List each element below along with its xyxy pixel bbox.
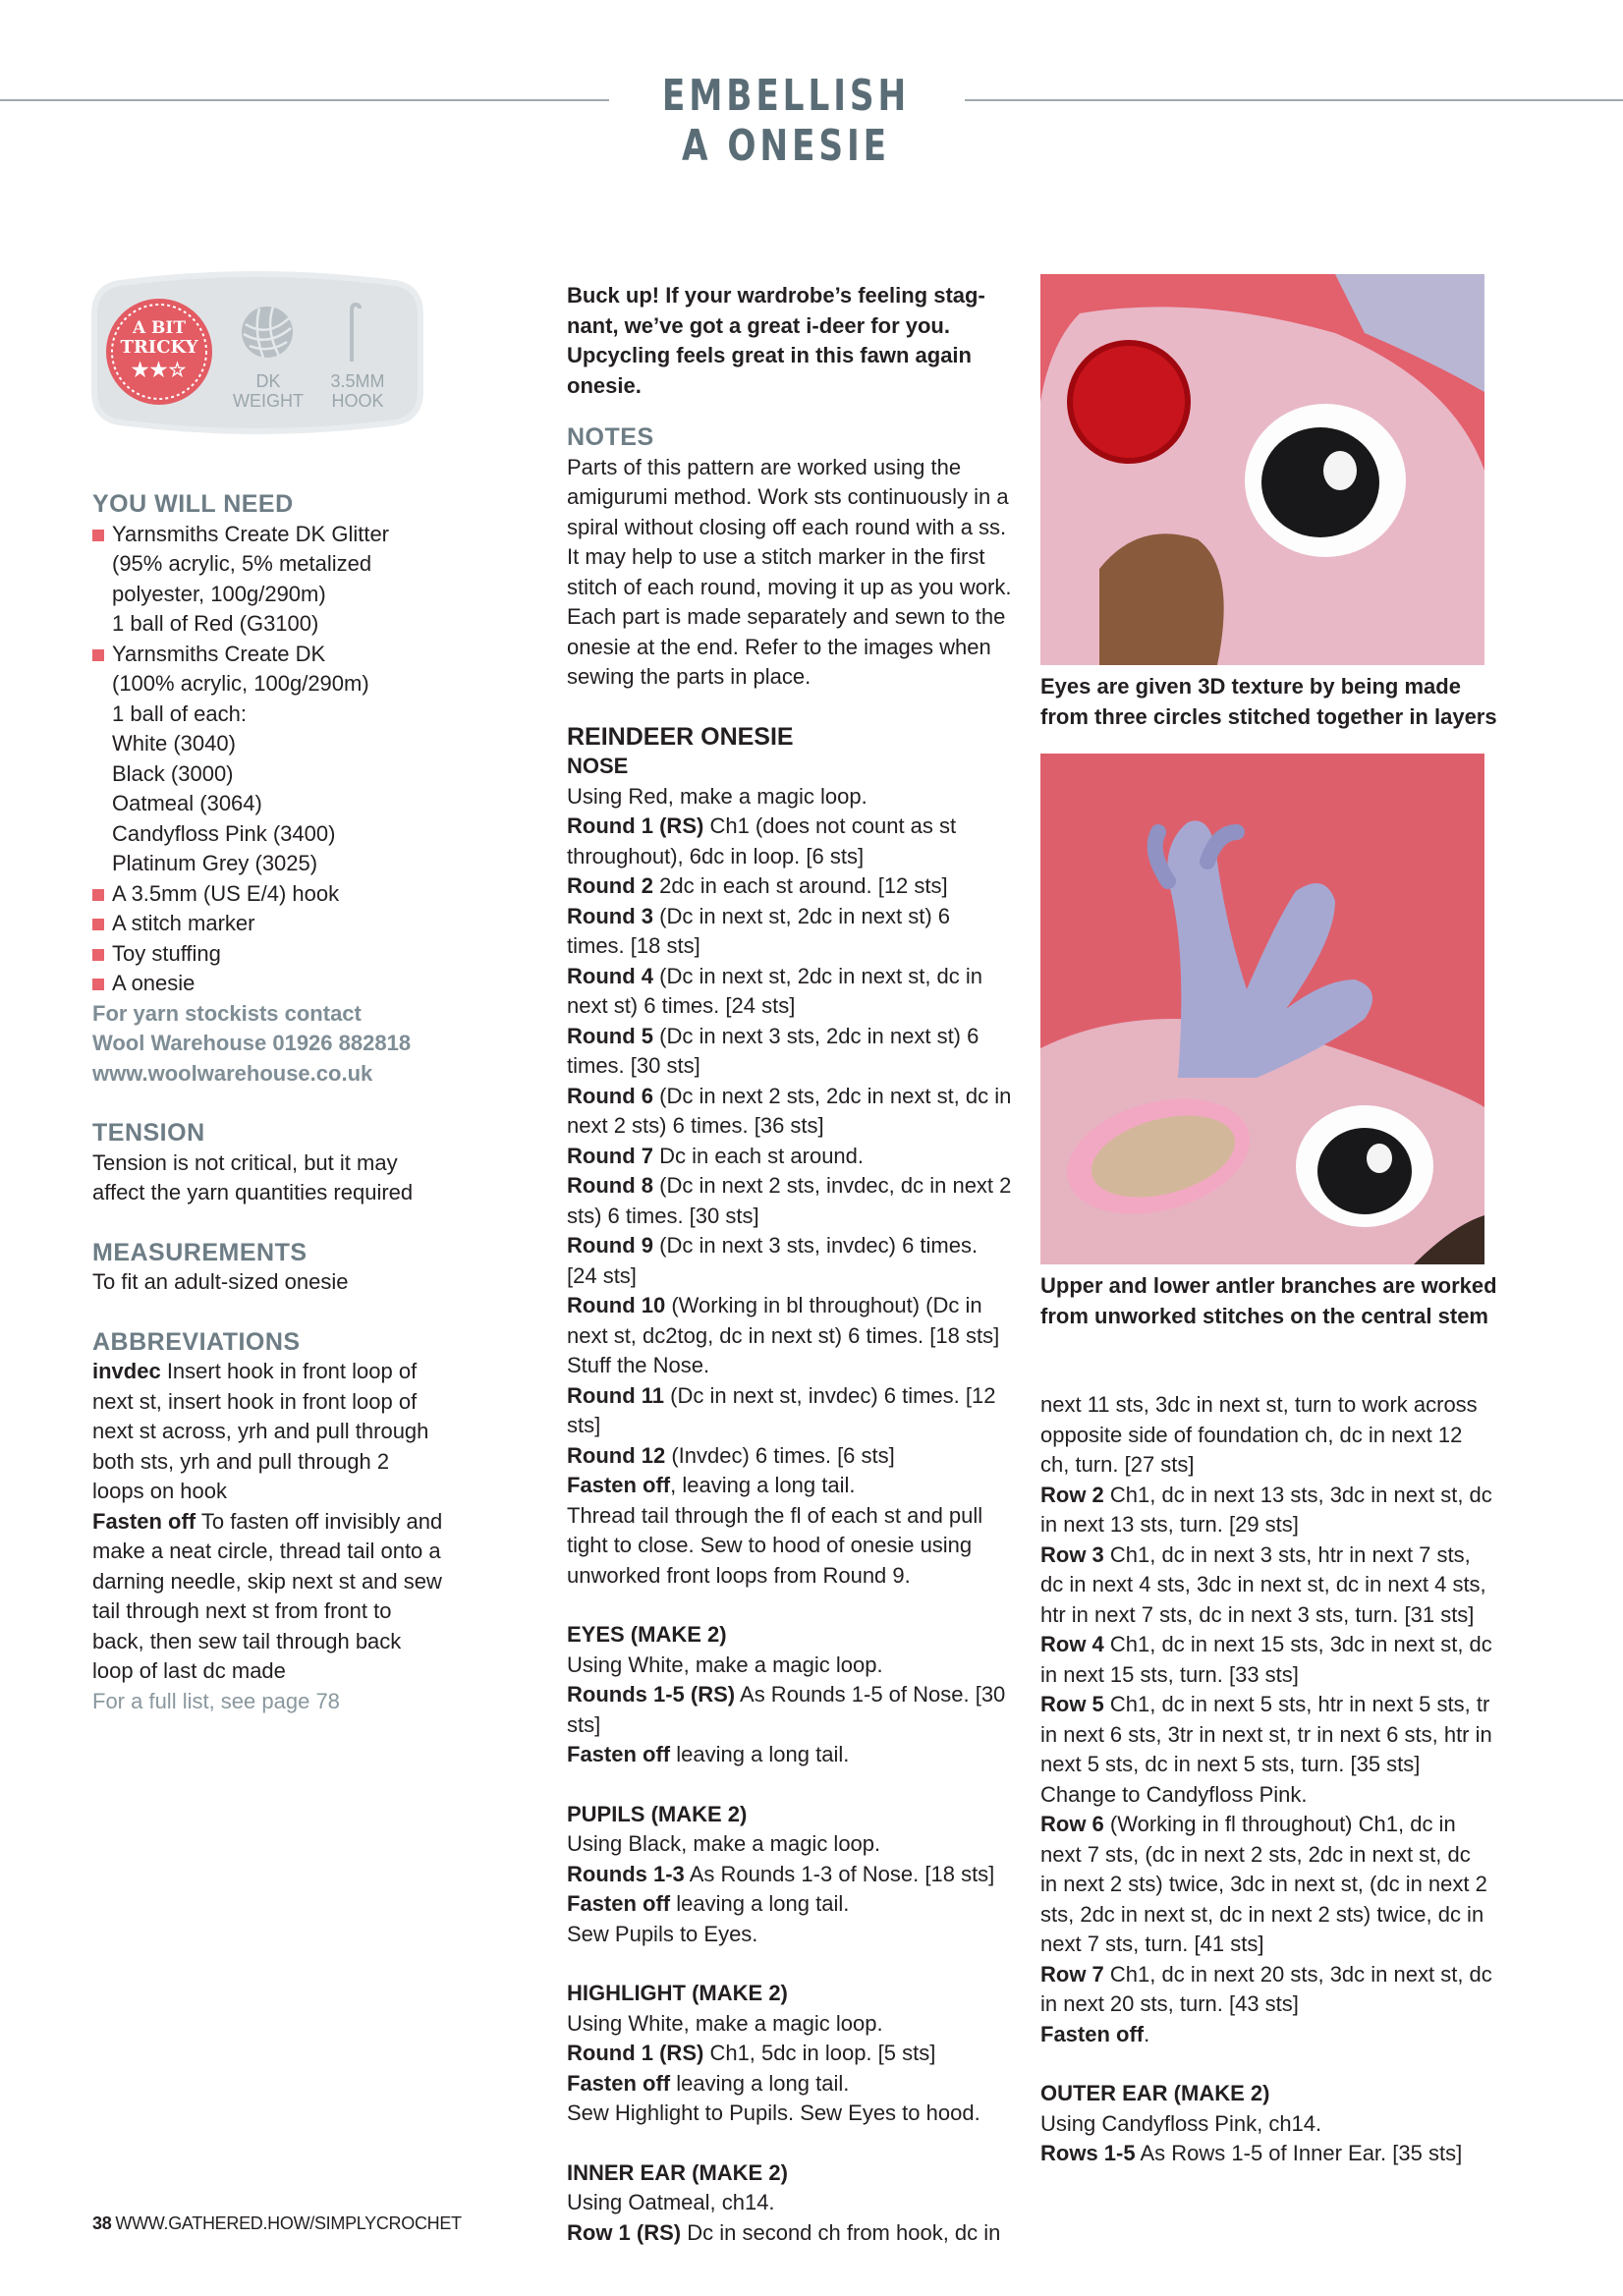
instruction-line: Round 2 2dc in each st around. [12 sts] [567, 873, 948, 898]
page-title: EMBELLISH A ONESIE [661, 71, 911, 171]
list-item: Yarnsmiths Create DK Glitter (95% acrylic, 5% metalized polyester, 100g/290m) 1 ball of Red (G3100) [92, 520, 446, 640]
instruction-line: Row 2 Ch1, dc in next 13 sts, 3dc in next st, dc in next 13 sts, turn. [29 sts] [1040, 1482, 1492, 1537]
instruction-line: Rows 1-5 As Rows 1-5 of Inner Ear. [35 sts] [1040, 2141, 1463, 2165]
instruction-line: Round 1 (RS) Ch1 (does not count as st throughout), 6dc in loop. [6 sts] [567, 813, 957, 868]
instruction-line: Rounds 1-3 As Rounds 1-3 of Nose. [18 sts] [567, 1861, 995, 1886]
instruction-line: Round 5 (Dc in next 3 sts, 2dc in next st) 6 times. [30 sts] [567, 1023, 979, 1078]
difficulty-line2: TRICKY [120, 337, 198, 358]
list-item: A onesie [92, 969, 446, 999]
caption-antlers: Upper and lower antler branches are worked from unworked stitches on the central stem [1040, 1273, 1497, 1328]
intro-text: Buck up! If your wardrobe’s feeling stag-nant, we’ve got a great i-deer for you. Upcycling feels great in this fawn again onesie. [567, 283, 985, 398]
you-will-need-heading: YOU WILL NEED [92, 490, 294, 518]
instruction-line: Using Black, make a magic loop. [567, 1831, 881, 1856]
instruction-line: Thread tail through the fl of each st and pull tight to close. Sew to hood of onesie using unworked front loops from Round 9. [567, 1502, 983, 1588]
instruction-line: Fasten off. [1040, 2021, 1150, 2046]
nose-heading: NOSE [567, 754, 629, 778]
photo-antlers [1040, 754, 1484, 1264]
list-item: Toy stuffing [92, 939, 446, 970]
instruction-line: Fasten off leaving a long tail. [567, 2070, 850, 2096]
stockist-contact-line1: For yarn stockists contact [92, 1000, 362, 1026]
instruction-line: Round 9 (Dc in next 3 sts, invdec) 6 times. [24 sts] [567, 1233, 979, 1288]
instruction-line: Row 6 (Working in fl throughout) Ch1, dc in next 7 sts, (dc in next 2 sts, 2dc in next st, dc in next 2 sts) twice, 3dc in next st, (dc in next 2 sts, 2dc in next st, dc in next 2 sts) twice, dc in next 7 sts, turn. [41 sts] [1040, 1812, 1487, 1956]
instruction-line: Using Oatmeal, ch14. [567, 2190, 775, 2214]
nose-instructions [567, 782, 1013, 1592]
instruction-line: Round 12 (Invdec) 6 times. [6 sts] [567, 1442, 895, 1468]
footer-url[interactable]: WWW.GATHERED.HOW/SIMPLYCROCHET [115, 2213, 462, 2233]
instruction-line: Round 3 (Dc in next st, 2dc in next st) 6 times. [18 sts] [567, 903, 951, 958]
page-number: 38 [92, 2213, 112, 2233]
instruction-line: Round 8 (Dc in next 2 sts, invdec, dc in next 2 sts) 6 times. [30 sts] [567, 1173, 1012, 1228]
photo-eyes-nose [1040, 274, 1484, 665]
instruction-line: Row 1 (RS) Dc in second ch from hook, dc in [567, 2219, 1001, 2245]
reindeer-heading: REINDEER ONESIE [567, 722, 794, 751]
instruction-line: Row 3 Ch1, dc in next 3 sts, htr in next 7 sts, dc in next 4 sts, 3dc in next st, dc in next 4 sts, htr in next 7 sts, dc in next 3 sts, turn. [31 sts] [1040, 1541, 1486, 1627]
weight-line2: WEIGHT [233, 391, 304, 411]
header-rule-right [965, 99, 1623, 101]
hook-label [318, 371, 397, 411]
notes-heading: NOTES [567, 423, 654, 451]
difficulty-badge [90, 271, 424, 442]
measurements-text: To fit an adult-sized onesie [92, 1269, 349, 1294]
tension-text: Tension is not critical, but it may affect the yarn quantities required [92, 1149, 414, 1204]
abbreviation-fasten-off: Fasten off To fasten off invisibly and make a neat circle, thread tail onto a darning needle, skip next st and sew tail through next st from front to back, then sew tail through back loop of last dc made [92, 1508, 443, 1683]
hook-icon [340, 301, 369, 368]
difficulty-label [106, 318, 212, 379]
highlight-heading: HIGHLIGHT (MAKE 2) [567, 1981, 788, 2005]
yarn-ball-icon [240, 305, 295, 364]
instruction-line: Round 1 (RS) Ch1, 5dc in loop. [5 sts] [567, 2041, 936, 2065]
instruction-line: Fasten off leaving a long tail. [567, 1891, 850, 1916]
instruction-line: Round 10 (Working in bl throughout) (Dc in next st, dc2tog, dc in next st) 6 times. [18 sts] Stuff the Nose. [567, 1293, 1000, 1377]
instruction-line: Round 7 Dc in each st around. [567, 1143, 865, 1168]
instruction-line: Fasten off, leaving a long tail. [567, 1473, 856, 1497]
difficulty-stars: ★★☆ [131, 358, 188, 381]
hook-line1: 3.5MM [330, 371, 385, 391]
instruction-line: Row 5 Ch1, dc in next 5 sts, htr in next 5 sts, tr in next 6 sts, 3tr in next st, tr in next 6 sts, htr in next 5 sts, dc in next 5 sts, turn. [35 sts] Change to Candyfloss Pink. [1040, 1692, 1492, 1807]
abbreviation-invdec: invdec Insert hook in front loop of next st, insert hook in front loop of next st across, yrh and pull through both sts, yrh and pull through 2 loops on hook [92, 1359, 429, 1503]
instruction-line: Fasten off leaving a long tail. [567, 1742, 850, 1766]
instruction-line: Using Red, make a magic loop. [567, 783, 867, 809]
column-middle [567, 281, 1013, 2248]
instruction-line: Round 4 (Dc in next st, 2dc in next st, dc in next st) 6 times. [24 sts] [567, 963, 983, 1018]
caption-eyes: Eyes are given 3D texture by being made from three circles stitched together in layers [1040, 674, 1497, 729]
column-right [1040, 1390, 1492, 2169]
instruction-line: Using White, make a magic loop. [567, 1652, 883, 1677]
instruction-line: Using Candyfloss Pink, ch14. [1040, 2110, 1322, 2136]
measurements-heading: MEASUREMENTS [92, 1238, 308, 1266]
outer-ear-heading: OUTER EAR (MAKE 2) [1040, 2081, 1270, 2105]
stockist-website-link[interactable]: www.woolwarehouse.co.uk [92, 1060, 373, 1086]
inner-ear-heading: INNER EAR (MAKE 2) [567, 2159, 788, 2185]
weight-label [226, 371, 310, 411]
instruction-line: Sew Pupils to Eyes. [567, 1921, 758, 1946]
list-item: A 3.5mm (US E/4) hook [92, 879, 446, 910]
stockist-contact-line2: Wool Warehouse 01926 882818 [92, 1031, 412, 1055]
page-footer [92, 2213, 462, 2234]
see-page-link: For a full list, see page 78 [92, 1688, 340, 1713]
eyes-heading: EYES (MAKE 2) [567, 1622, 727, 1647]
list-item: A stitch marker [92, 909, 446, 939]
instruction-line: Row 4 Ch1, dc in next 15 sts, 3dc in next st, dc in next 15 sts, turn. [33 sts] [1040, 1632, 1492, 1687]
instruction-line: Sew Highlight to Pupils. Sew Eyes to hood. [567, 2100, 980, 2125]
instruction-line: Row 7 Ch1, dc in next 20 sts, 3dc in next st, dc in next 20 sts, turn. [43 sts] [1040, 1961, 1492, 2016]
instruction-line: Round 11 (Dc in next st, invdec) 6 times. [12 sts] [567, 1382, 996, 1437]
instruction-line: Round 6 (Dc in next 2 sts, 2dc in next st, dc in next 2 sts) 6 times. [36 sts] [567, 1083, 1012, 1138]
weight-line1: DK [255, 371, 281, 391]
instruction-line: Rounds 1-5 (RS) As Rounds 1-5 of Nose. [30 sts] [567, 1682, 1006, 1737]
hook-line2: HOOK [331, 391, 384, 411]
column-left [92, 489, 446, 1716]
instruction-line: next 11 sts, 3dc in next st, turn to work across opposite side of foundation ch, dc in next 12 ch, turn. [27 sts] [1040, 1392, 1478, 1477]
difficulty-line1: A BIT [132, 318, 187, 338]
instruction-line: Using White, make a magic loop. [567, 2010, 883, 2036]
abbreviations-heading: ABBREVIATIONS [92, 1327, 301, 1356]
notes-text: Parts of this pattern are worked using the amigurumi method. Work sts continuously in a spiral without closing off each round with a ss. It may help to use a stitch marker in the first stitch of each round, moving it up as you work. Each part is made separately and sewn to the onesie at the end. Refer to the images when sewing the parts in place. [567, 454, 1012, 689]
list-item: Yarnsmiths Create DK (100% acrylic, 100g/290m) 1 ball of each: White (3040) Black (3000) Oatmeal (3064) Candyfloss Pink (3400) Platinum Grey (3025) [92, 640, 446, 879]
materials-list [92, 520, 446, 999]
header-rule-left [0, 99, 609, 101]
pupils-heading: PUPILS (MAKE 2) [567, 1801, 748, 1826]
tension-heading: TENSION [92, 1119, 205, 1147]
